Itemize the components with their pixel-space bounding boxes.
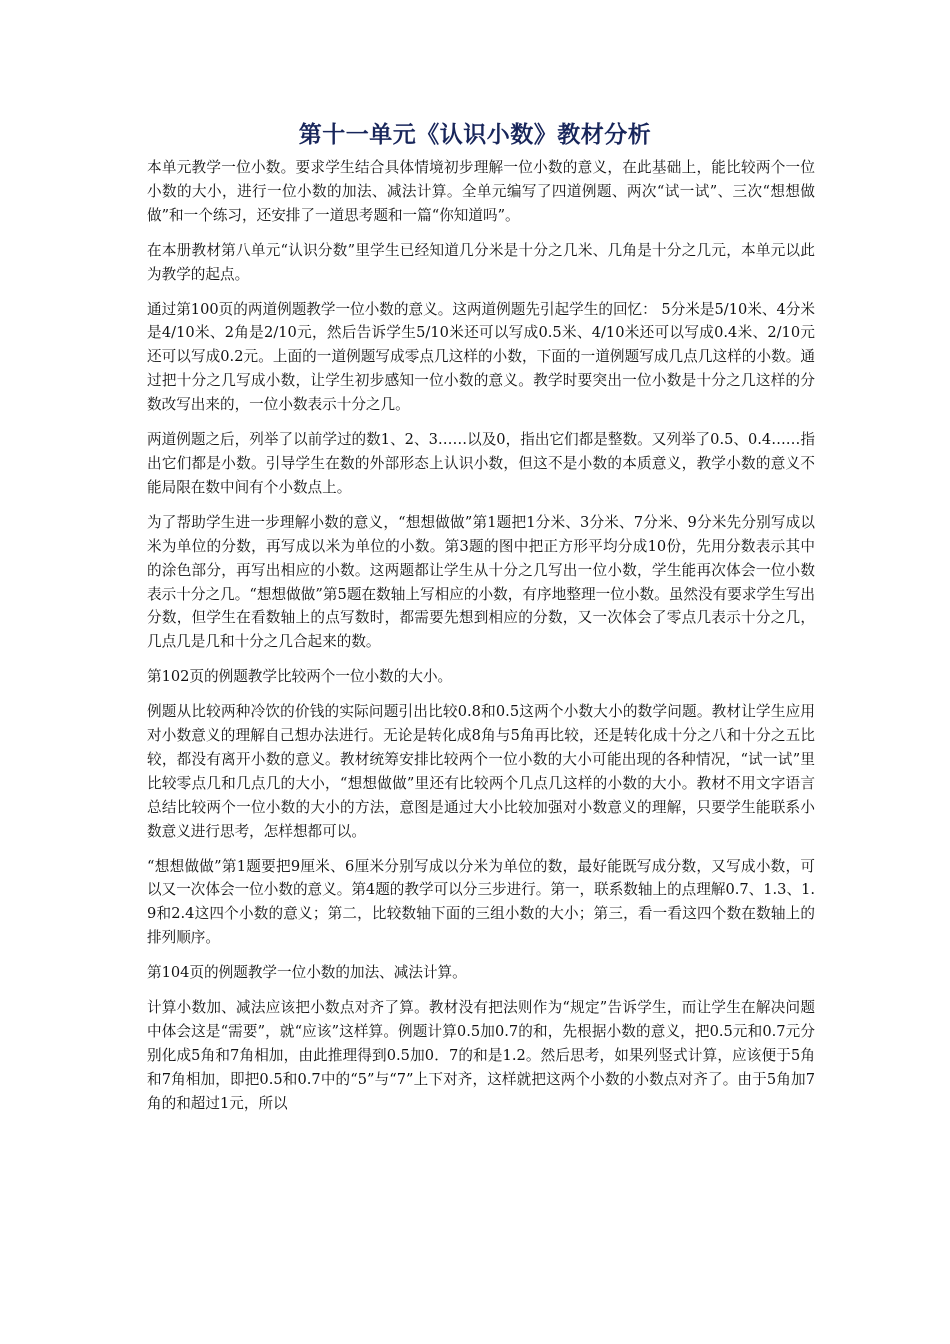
paragraph-8: “想想做做”第1题要把9厘米、6厘米分别写成以分米为单位的数，最好能既写成分数，又写成小数，可以又一次体会一位小数的意义。第4题的教学可以分三步进行。第一，联系数轴上的点理解0.7、1.3、1.9和2.4这四个小数的意义；第二，比较数轴下面的三组小数的大小；第三，看一看这四个数在数轴上的排列顺序。 xyxy=(147,857,815,947)
paragraph-4: 两道例题之后，列举了以前学过的数1、2、3……以及0，指出它们都是整数。又列举了0.5、0.4……指出它们都是小数。引导学生在数的外部形态上认识小数，但这不是小数的本质意义，教学小数的意义不能局限在数中间有个小数点上。 xyxy=(147,431,815,496)
paragraph-6: 第102页的例题教学比较两个一位小数的大小。 xyxy=(147,668,453,686)
paragraph-2: 在本册教材第八单元“认识分数”里学生已经知道几分米是十分之几米、几角是十分之几元，本单元以此为教学的起点。 xyxy=(147,241,815,283)
paragraph-3: 通过第100页的两道例题教学一位小数的意义。这两道例题先引起学生的回忆： 5分米是5/10米、4分米是4/10米、2角是2/10元，然后告诉学生5/10米还可以写成0.5米、4/10米还可以写成0.4米、2/10元还可以写成0.2元。上面的一道例题写成零点几这样的小数，下面的一道例题写成几点几这样的小数。通过把十分之几写成小数，让学生初步感知一位小数的意义。教学时要突出一位小数是十分之几这样的分数改写出来的，一位小数表示十分之几。 xyxy=(147,300,815,414)
paragraph-5: 为了帮助学生进一步理解小数的意义，“想想做做”第1题把1分米、3分米、7分米、9分米先分别写成以米为单位的分数，再写成以米为单位的小数。第3题的图中把正方形平均分成10份，先用分数表示其中的涂色部分，再写出相应的小数。这两题都让学生从十分之几写出一位小数，学生能再次体会一位小数表示十分之几。“想想做做”第5题在数轴上写相应的小数，有序地整理一位小数。虽然没有要求学生写出分数，但学生在看数轴上的点写数时，都需要先想到相应的分数，又一次体会了零点几表示十分之几，几点几是几和十分之几合起来的数。 xyxy=(147,513,815,651)
paragraph-10: 计算小数加、减法应该把小数点对齐了算。教材没有把法则作为“规定”告诉学生，而让学生在解决问题中体会这是“需要”，就“应该”这样算。例题计算0.5加0.7的和，先根据小数的意义，把0.5元和0.7元分别化成5角和7角相加，由此推理得到0.5加0．7的和是1.2。然后思考，如果列竖式计算，应该便于5角和7角相加，即把0.5和0.7中的“5”与“7”上下对齐，这样就把这两个小数的小数点对齐了。由于5角加7角的和超过1元，所以 xyxy=(147,999,815,1112)
document-body xyxy=(147,156,815,1127)
paragraph-9: 第104页的例题教学一位小数的加法、减法计算。 xyxy=(147,964,467,982)
paragraph-1: 本单元教学一位小数。要求学生结合具体情境初步理解一位小数的意义，在此基础上，能比较两个一位小数的大小，进行一位小数的加法、减法计算。全单元编写了四道例题、两次“试一试”、三次“想想做做”和一个练习，还安排了一道思考题和一篇“你知道吗”。 xyxy=(147,159,815,224)
paragraph-7: 例题从比较两种冷饮的价钱的实际问题引出比较0.8和0.5这两个小数大小的数学问题。教材让学生应用对小数意义的理解自己想办法进行。无论是转化成8角与5角再比较，还是转化成十分之八和十分之五比较，都没有离开小数的意义。教材统筹安排比较两个一位小数的大小可能出现的各种情况，“试一试”里比较零点几和几点几的大小，“想想做做”里还有比较两个几点几这样的小数的大小。教材不用文字语言总结比较两个一位小数的大小的方法，意图是通过大小比较加强对小数意义的理解，只要学生能联系小数意义进行思考，怎样想都可以。 xyxy=(147,703,815,840)
document-title: 第十一单元《认识小数》教材分析 xyxy=(298,121,652,148)
